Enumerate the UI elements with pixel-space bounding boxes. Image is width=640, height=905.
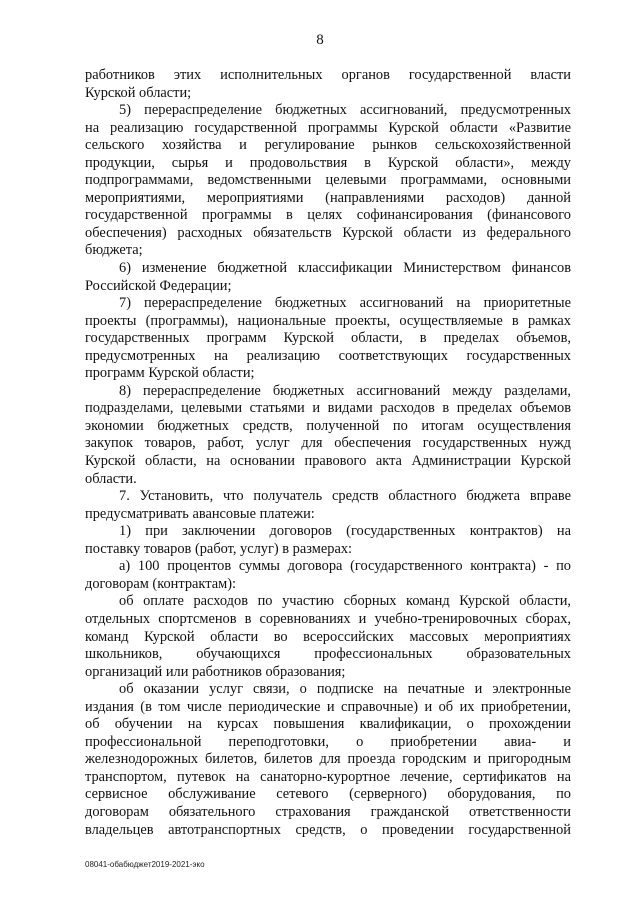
text-line: 7. Установить, что получатель средств областного бюджета вправе [119,488,571,505]
text-line: владельцев автотранспортных средств, о проведении государственной [85,821,571,838]
text-line: на реализацию государственной программы Курской области «Развитие [85,119,571,136]
text-line: продукции, сырья и продовольствия в Курской области», между [85,154,571,171]
text-line: поставку товаров (работ, услуг) в размерах: [85,540,353,557]
text-line: сервисное обслуживание сетевого (серверного) оборудования, по [85,786,571,803]
text-line: закупок товаров, работ, услуг для обеспечения государственных нужд [85,435,571,452]
text-line: бюджета; [85,242,143,259]
text-line: предусматривать авансовые платежи: [85,505,315,522]
text-line: 8) перераспределение бюджетных ассигнований между разделами, [119,382,571,399]
text-line: подразделами, целевыми статьями и видами расходов в пределах объемов [85,400,571,417]
text-line: профессиональной переподготовки, о приобретении авиа- и [85,733,571,750]
text-line: экономии бюджетных средств, полученной по итогам осуществления [85,417,571,434]
text-line: договорам (контрактам): [85,575,236,592]
text-line: школьников, обучающихся профессиональных образовательных [85,646,571,663]
text-line: организаций или работников образования; [85,663,346,680]
text-line: мероприятиями, мероприятиями (направлениями расходов) данной [85,189,571,206]
text-line: проекты (программы), национальные проекты, осуществляемые в рамках [85,312,571,329]
document-body [85,67,571,839]
text-line: программ Курской области; [85,365,255,382]
text-line: государственных программ Курской области, в пределах объемов, [85,330,571,347]
text-line: работников этих исполнительных органов государственной власти [85,67,571,83]
text-line: транспортом, путевок на санаторно-курортное лечение, сертификатов на [85,768,571,785]
text-line: а) 100 процентов суммы договора (государственного контракта) - по [119,558,571,575]
text-line: команд Курской области во всероссийских массовых мероприятиях [85,628,571,645]
text-line: Курской области, на основании правового акта Администрации Курской [85,453,571,470]
text-line: 1) при заключении договоров (государственных контрактов) на [119,523,571,540]
text-line: железнодорожных билетов, билетов для проезда городским и пригородным [85,751,571,768]
text-line: предусмотренных на реализацию соответствующих государственных [85,347,571,364]
text-line: государственной программы в целях софинансирования (финансового [85,207,571,224]
text-line: обеспечения) расходных обязательств Курской области из федерального [85,224,571,241]
text-line: об оказании услуг связи, о подписке на печатные и электронные [119,681,571,698]
text-line: 5) перераспределение бюджетных ассигнований, предусмотренных [119,102,571,119]
text-line: отдельных спортсменов в соревнованиях и учебно-тренировочных сборах, [85,610,571,627]
text-line: 6) изменение бюджетной классификации Министерством финансов [119,260,571,277]
text-line: подпрограммами, ведомственными целевыми программами, основными [85,172,571,189]
text-line: Курской области; [85,84,192,101]
footer-file-code: 08041-обабюджет2019-2021-эко [85,860,205,869]
text-line: Российской Федерации; [85,277,232,294]
text-line: области. [85,470,137,487]
text-line: сельского хозяйства и регулирование рынков сельскохозяйственной [85,137,571,154]
page-number: 8 [316,32,324,48]
text-line: об оплате расходов по участию сборных команд Курской области, [119,593,571,610]
text-line: издания (в том числе периодические и справочные) и об их приобретении, [85,698,571,715]
text-line: договорам обязательного страхования гражданской ответственности [85,803,571,820]
text-line: 7) перераспределение бюджетных ассигнований на приоритетные [119,295,571,312]
text-line: об обучении на курсах повышения квалификации, о прохождении [85,716,571,733]
